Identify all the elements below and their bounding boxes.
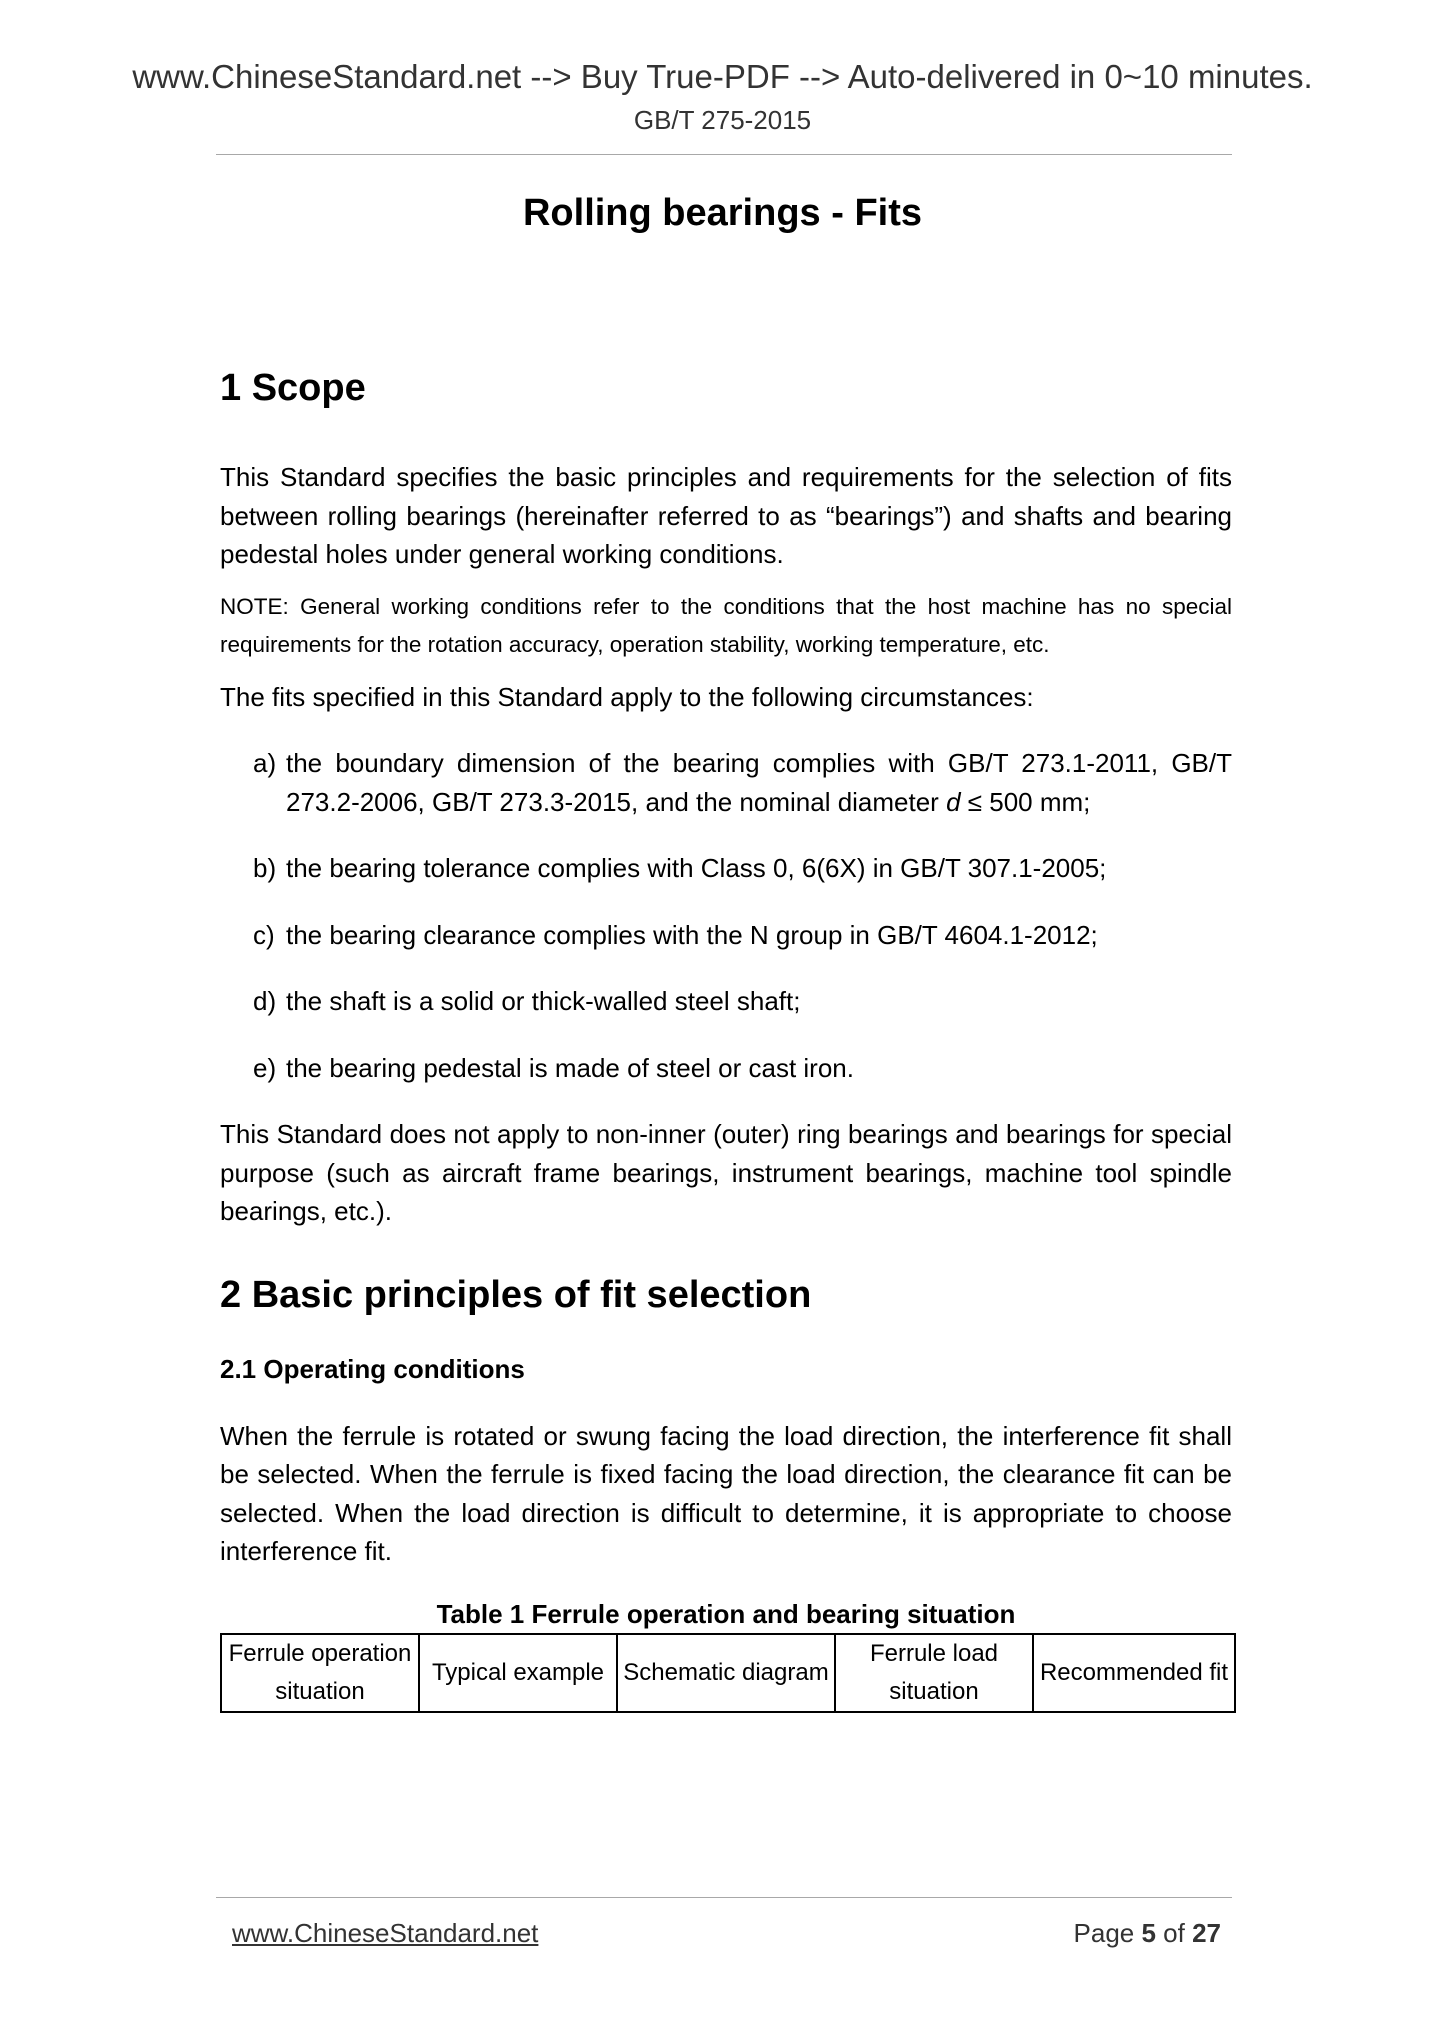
table-header-row bbox=[221, 1634, 1235, 1712]
list-item-c bbox=[220, 916, 1232, 955]
list-item-label: e) bbox=[253, 1052, 277, 1083]
document-body bbox=[220, 360, 1232, 1713]
list-item-text: the bearing clearance complies with the N group in GB/T 4604.1-2012; bbox=[286, 919, 1098, 950]
section-2-1-heading: 2.1 Operating conditions bbox=[220, 1353, 525, 1384]
scope-exclusion-paragraph: This Standard does not apply to non-inner (outer) ring bearings and bearings for special purpose (such as aircraft frame bearings, instrument bearings, machine tool spindle bearings, etc.). bbox=[220, 1119, 1232, 1226]
document-title: Rolling bearings - Fits bbox=[522, 192, 923, 234]
table-header-cell: Schematic diagram bbox=[617, 1634, 835, 1712]
table-header-cell: Recommended fit bbox=[1033, 1634, 1235, 1712]
list-item-text bbox=[253, 744, 1232, 821]
table-header-cell: Typical example bbox=[419, 1634, 617, 1712]
table-header-cell: Ferrule load situation bbox=[835, 1634, 1033, 1712]
list-item-d bbox=[220, 982, 1232, 1021]
list-item-text: the shaft is a solid or thick-walled steel shaft; bbox=[286, 986, 801, 1016]
header-banner[interactable]: www.ChineseStandard.net --> Buy True-PDF --> Auto-delivered in 0~10 minutes. bbox=[132, 58, 1313, 95]
applies-intro-paragraph: The fits specified in this Standard apply to the following circumstances: bbox=[220, 681, 1034, 712]
operating-conditions-paragraph: When the ferrule is rotated or swung facing the load direction, the interference fit shall be selected. When the ferrule is fixed facing the load direction, the clearance fit can be selected. When the load direction is difficult to determine, it is appropriate to choose interference fit. bbox=[220, 1420, 1232, 1566]
list-item-text-part: the boundary dimension of the bearing complies with GB/T 273.1-2011, GB/T 273.2-2006, GB/T 273.3-2015, and the nominal diameter bbox=[286, 748, 1232, 817]
table-1-caption: Table 1 Ferrule operation and bearing situation bbox=[436, 1598, 1016, 1629]
footer-page-number bbox=[1074, 1918, 1221, 1949]
nominal-diameter-symbol: d bbox=[946, 786, 961, 817]
footer-site-link[interactable]: www.ChineseStandard.net bbox=[232, 1918, 539, 1948]
page-prefix: Page bbox=[1073, 1918, 1142, 1948]
list-item-text-part: ≤ 500 mm; bbox=[960, 786, 1091, 817]
footer-divider bbox=[216, 1897, 1232, 1898]
total-pages: 27 bbox=[1192, 1918, 1221, 1948]
header-divider bbox=[216, 154, 1232, 155]
list-item-text: the bearing pedestal is made of steel or cast iron. bbox=[286, 1052, 854, 1083]
page-separator: of bbox=[1155, 1918, 1193, 1948]
list-item-text: the bearing tolerance complies with Class 0, 6(6X) in GB/T 307.1-2005; bbox=[286, 853, 1107, 883]
list-item-a bbox=[220, 744, 1232, 821]
list-item-e bbox=[220, 1049, 1232, 1088]
list-item-label: d) bbox=[253, 986, 277, 1016]
section-1-heading: 1 Scope bbox=[220, 367, 366, 409]
list-item-label: c) bbox=[253, 919, 275, 950]
scope-note: NOTE: General working conditions refer to the conditions that the host machine has no special requirements for the rotation accuracy, operation stability, working temperature, etc. bbox=[220, 593, 1232, 657]
list-item-label: b) bbox=[253, 853, 277, 883]
table-1 bbox=[220, 1633, 1236, 1713]
scope-intro-paragraph: This Standard specifies the basic principles and requirements for the selection of fits between rolling bearings (hereinafter referred to as “bearings”) and shafts and bearing pedestal holes under general working conditions. bbox=[220, 462, 1232, 569]
list-item-label: a) bbox=[253, 748, 277, 778]
current-page: 5 bbox=[1141, 1918, 1156, 1948]
list-item-b bbox=[220, 849, 1232, 888]
section-2-heading: 2 Basic principles of fit selection bbox=[220, 1273, 812, 1316]
header-standard-code: GB/T 275-2015 bbox=[633, 105, 812, 135]
table-header-cell: Ferrule operation situation bbox=[221, 1634, 419, 1712]
